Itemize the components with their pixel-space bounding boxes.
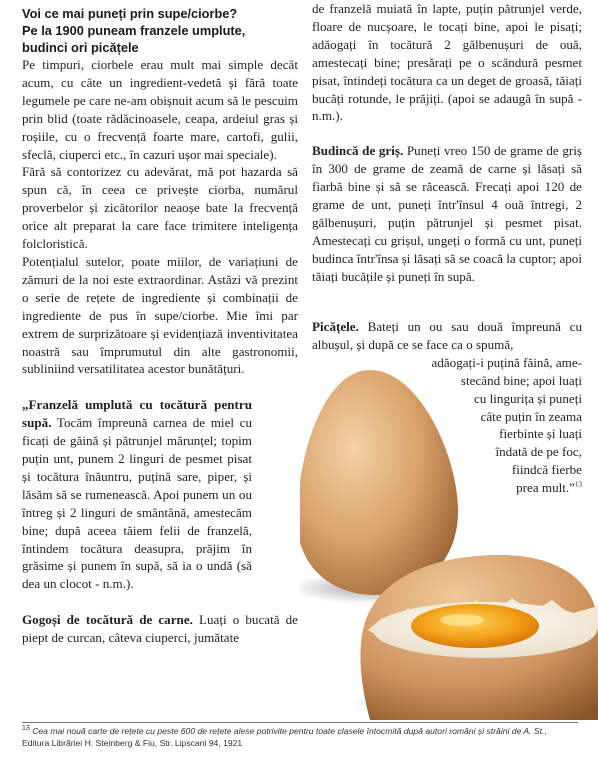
heading-line-1: Voi ce mai puneți prin supe/ciorbe? [22, 6, 238, 21]
recipe-picatele-title: Picățele. [312, 319, 359, 334]
footnote-number: 13 [22, 725, 30, 733]
left-column [22, 0, 298, 647]
recipe-franzela-text: Tocăm împreună carnea de miel cu ficați de găină și pătrunjel mărunțel; topim puțin unt, punem 2 linguri de pesmet pisat și tocătura înăuntru, puțină sare, piper, și lăsăm să se rumenească. Apoi punem un ou întreg și 2 linguri de smântână, amestecăm bine; după aceea tăiem felii de franzelă, întindem tocătura deasupra, prăjim în grăsime și punem în supă, să ia o undă (să dea un clocot - n.m.). [22, 415, 252, 592]
recipe-budinca-title: Budincă de griș. [312, 143, 404, 159]
recipe-gogosi-title: Gogoși de tocătură de carne. [22, 612, 193, 628]
picatele-line-4: cu lingurița și puneți [473, 390, 582, 406]
footnote-divider [22, 722, 578, 723]
right-column [312, 0, 582, 286]
footnote-source-title: Cea mai nouă carte de rețete cu peste 600 de rețete alese potrivite pentru toate clasele întocmită după autori români și străini de A. St., [32, 726, 547, 736]
recipe-franzela-title: „Franzelă umplută cu tocătură pentru supă. [22, 397, 252, 431]
intro-paragraph-3: Potențialul sutelor, poate miilor, de variațiuni de zămuri de la noi este extraordinar. Astăzi vă prezint o serie de rețete de ingrediente și combinații de ingrediente de pus în supe/ciorbe. Mie îmi par extrem de surprizătoare și evidențiază inventivitatea noastră sau împrumutul din alte gastronomii, subliniind versatilitatea acestor bunătățuri. [22, 253, 298, 377]
picatele-line-6: fierbinte și luați [499, 426, 582, 442]
picatele-line-1: Picățele. Bateți un ou sau două împreună cu albușul, și după ce se face ca o spumă, [312, 319, 583, 352]
footnote-reference: 13 [575, 480, 582, 489]
intro-paragraph-2: Fără să contorizez cu adevărat, mă pot hazarda să spun că, în ceea ce privește ciorba, numărul proverbelor și zicătorilor neaoșe bate la frecvență orice alt preparat la care face trimitere inteligența folcloristică. [22, 164, 298, 252]
recipe-picatele [312, 318, 582, 497]
recipe-franzela [22, 396, 252, 593]
recipe-budinca-text: Puneți vreo 150 de grame de griș în 300 de grame de zeamă de carne și lăsați să fiarbă bine și să se răcească. Frecați apoi 120 de grame de unt, puneți într'însul 4 ouă întregi, 2 gălbenușuri, puțin pătrunjel și pesmet pisat. Amestecați cu grișul, ungeți o formă cu unt, puneți budinca într'însa și lăsați să se coacă la cuptor; apoi tăiați bucățile și puneți în supă. [312, 143, 582, 284]
picatele-line-2: adăogați-i puțină făină, ame- [431, 354, 582, 370]
heading-line-2: Pe la 1900 puneam franzele umplute, [22, 23, 246, 38]
picatele-line-8: fiindcă fierbe [511, 462, 582, 478]
footnote-publisher: Editura Librăriei H. Steinberg & Fiu, Str. Lipscani 94, 1921 [22, 738, 243, 748]
recipe-gogosi [22, 611, 298, 647]
picatele-line-5: câte puțin în zeama [480, 408, 582, 424]
recipe-gogosi-continued: de franzelă muiată în lapte, puțin pătrunjel verde, floare de nucșoare, le tocați bine, apoi le pisați; adăogați în tocătură 2 gălbenușuri de ouă, amestecați bine; presărați pe o scândură pesmet pisat, întindeți tocătura ca un deget de groasă, tăiați bucăți rotunde, le prăjiți. (apoi se adaugă în supă - n.m.). [312, 1, 582, 124]
footnote [22, 725, 582, 749]
egg-yolk [411, 604, 539, 648]
picatele-line-7: îndată de pe foc, [495, 444, 582, 460]
yolk-highlight [440, 614, 484, 626]
picatele-line-3: stecând bine; apoi luați [460, 372, 582, 388]
recipe-gogosi-text: Luați o bucată de piept de curcan, câteva ciuperci, jumătate [22, 612, 298, 646]
recipe-budinca [312, 142, 582, 285]
heading-line-3: budinci ori picățele [22, 40, 139, 55]
article-heading [22, 5, 298, 56]
intro-paragraph-1: Pe timpuri, ciorbele erau mult mai simple decât acum, cu câte un ingredient-vedetă și fără toate legumele pe care ne-am obișnuit acum să le pescuim prin blid (toate rădăcinoasele, ceapa, ardeiul gras și roșiile, cu o frecvență foarte mare, cartofi, gulii, sfeclă, ciuperci etc., în cazuri ușor mai speciale). [22, 57, 298, 162]
picatele-line-9: prea mult.”$^{13}$ [516, 480, 582, 496]
